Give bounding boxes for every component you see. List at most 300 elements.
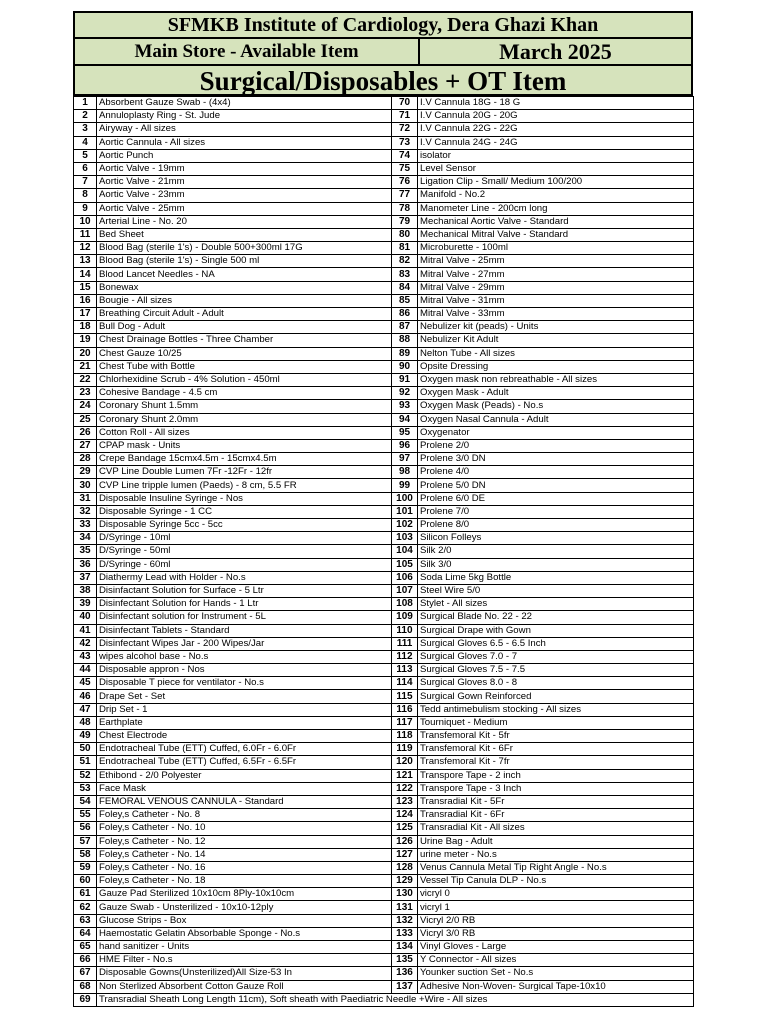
item-number: 54 xyxy=(74,795,97,808)
item-number: 59 xyxy=(74,861,97,874)
table-row xyxy=(74,584,694,597)
item-number: 41 xyxy=(74,624,97,637)
item-name: Silk 3/0 xyxy=(418,558,694,571)
item-number: 87 xyxy=(392,321,418,334)
item-name: Mitral Valve - 29mm xyxy=(418,281,694,294)
item-number: 13 xyxy=(74,255,97,268)
item-number: 17 xyxy=(74,308,97,321)
item-name: Prolene 8/0 xyxy=(418,519,694,532)
item-number: 75 xyxy=(392,162,418,175)
item-name: Aortic Valve - 19mm xyxy=(97,162,392,175)
month-label: March 2025 xyxy=(499,39,612,64)
item-name: Transradial Kit - 6Fr xyxy=(418,809,694,822)
item-name: Adhesive Non-Woven- Surgical Tape-10x10 xyxy=(418,980,694,993)
table-row xyxy=(74,835,694,848)
item-number: 133 xyxy=(392,927,418,940)
table-row xyxy=(74,97,694,110)
table-row xyxy=(74,954,694,967)
item-number: 18 xyxy=(74,321,97,334)
item-name: CVP Line Double Lumen 7Fr -12Fr - 12fr xyxy=(97,466,392,479)
table-row xyxy=(74,123,694,136)
item-name: Ethibond - 2/0 Polyester xyxy=(97,769,392,782)
table-row xyxy=(74,466,694,479)
item-number: 52 xyxy=(74,769,97,782)
item-name: Foley,s Catheter - No. 10 xyxy=(97,822,392,835)
item-name: isolator xyxy=(418,149,694,162)
item-name: Disinfactant Solution for Surface - 5 Ltr xyxy=(97,584,392,597)
item-name: Y Connector - All sizes xyxy=(418,954,694,967)
item-name: Nebulizer kit (peads) - Units xyxy=(418,321,694,334)
item-number: 35 xyxy=(74,545,97,558)
item-name: urine meter - No.s xyxy=(418,848,694,861)
item-number: 10 xyxy=(74,215,97,228)
item-name: Coronary Shunt 1.5mm xyxy=(97,400,392,413)
item-number: 112 xyxy=(392,650,418,663)
item-number: 62 xyxy=(74,901,97,914)
item-number: 102 xyxy=(392,519,418,532)
item-number: 111 xyxy=(392,637,418,650)
table-row xyxy=(74,519,694,532)
item-number: 124 xyxy=(392,809,418,822)
item-number: 113 xyxy=(392,664,418,677)
item-number: 84 xyxy=(392,281,418,294)
item-name: Transfemoral Kit - 6Fr xyxy=(418,743,694,756)
table-row xyxy=(74,281,694,294)
item-number: 63 xyxy=(74,914,97,927)
item-name: I.V Cannula 18G - 18 G xyxy=(418,97,694,110)
table-row xyxy=(74,387,694,400)
item-number: 53 xyxy=(74,782,97,795)
table-row xyxy=(74,967,694,980)
table-row xyxy=(74,664,694,677)
item-name: Chest Gauze 10/25 xyxy=(97,347,392,360)
item-number: 70 xyxy=(392,97,418,110)
item-number: 15 xyxy=(74,281,97,294)
item-name: Arterial Line - No. 20 xyxy=(97,215,392,228)
item-number: 68 xyxy=(74,980,97,993)
item-number: 21 xyxy=(74,360,97,373)
item-number: 22 xyxy=(74,373,97,386)
item-number: 95 xyxy=(392,426,418,439)
item-name: Foley,s Catheter - No. 8 xyxy=(97,809,392,822)
item-number: 27 xyxy=(74,439,97,452)
item-name: Drip Set - 1 xyxy=(97,703,392,716)
item-number: 131 xyxy=(392,901,418,914)
item-name: Aortic Valve - 25mm xyxy=(97,202,392,215)
item-number: 11 xyxy=(74,228,97,241)
item-number: 103 xyxy=(392,532,418,545)
item-name: Younker suction Set - No.s xyxy=(418,967,694,980)
item-number: 43 xyxy=(74,650,97,663)
item-number: 108 xyxy=(392,598,418,611)
item-name: Steel Wire 5/0 xyxy=(418,584,694,597)
item-name: Bull Dog - Adult xyxy=(97,321,392,334)
item-name: Venus Cannula Metal Tip Right Angle - No.s xyxy=(418,861,694,874)
item-name: Chest Tube with Bottle xyxy=(97,360,392,373)
item-number: 125 xyxy=(392,822,418,835)
item-number: 79 xyxy=(392,215,418,228)
table-row xyxy=(74,941,694,954)
table-row xyxy=(74,321,694,334)
item-number: 117 xyxy=(392,716,418,729)
item-name: Crepe Bandage 15cmx4.5m - 15cmx4.5m xyxy=(97,453,392,466)
table-row xyxy=(74,861,694,874)
item-number: 50 xyxy=(74,743,97,756)
table-row xyxy=(74,624,694,637)
table-row xyxy=(74,242,694,255)
item-name: Nelton Tube - All sizes xyxy=(418,347,694,360)
table-row xyxy=(74,162,694,175)
item-number: 61 xyxy=(74,888,97,901)
item-name: Opsite Dressing xyxy=(418,360,694,373)
item-number: 115 xyxy=(392,690,418,703)
item-name: Transradial Kit - All sizes xyxy=(418,822,694,835)
item-number: 88 xyxy=(392,334,418,347)
table-row xyxy=(74,215,694,228)
table-row xyxy=(74,334,694,347)
item-number: 120 xyxy=(392,756,418,769)
item-number: 104 xyxy=(392,545,418,558)
item-number: 34 xyxy=(74,532,97,545)
item-name: Transradial Kit - 5Fr xyxy=(418,795,694,808)
item-number: 5 xyxy=(74,149,97,162)
item-name: Vessel Tip Canula DLP - No.s xyxy=(418,875,694,888)
item-number: 73 xyxy=(392,136,418,149)
item-name: Absorbent Gauze Swab - (4x4) xyxy=(97,97,392,110)
item-name: Chest Electrode xyxy=(97,730,392,743)
item-number: 99 xyxy=(392,479,418,492)
item-number: 123 xyxy=(392,795,418,808)
item-number: 24 xyxy=(74,400,97,413)
table-row xyxy=(74,743,694,756)
item-number: 130 xyxy=(392,888,418,901)
item-number: 23 xyxy=(74,387,97,400)
item-name: Surgical Gloves 6.5 - 6.5 Inch xyxy=(418,637,694,650)
item-name: Disinfectant Wipes Jar - 200 Wipes/Jar xyxy=(97,637,392,650)
item-number: 48 xyxy=(74,716,97,729)
item-number: 42 xyxy=(74,637,97,650)
item-name: Mechanical Mitral Valve - Standard xyxy=(418,228,694,241)
item-number: 114 xyxy=(392,677,418,690)
item-name: Silk 2/0 xyxy=(418,545,694,558)
item-name: Disinfectant Solution for Hands - 1 Ltr xyxy=(97,598,392,611)
table-row xyxy=(74,439,694,452)
item-name: hand sanitizer - Units xyxy=(97,941,392,954)
item-number: 136 xyxy=(392,967,418,980)
inventory-sheet xyxy=(73,11,693,1007)
item-number: 119 xyxy=(392,743,418,756)
item-number: 1 xyxy=(74,97,97,110)
item-name: Transfemoral Kit - 5fr xyxy=(418,730,694,743)
table-row xyxy=(74,347,694,360)
table-row xyxy=(74,360,694,373)
item-number: 9 xyxy=(74,202,97,215)
table-row xyxy=(74,809,694,822)
table-row xyxy=(74,558,694,571)
table-row xyxy=(74,716,694,729)
item-name: Annuloplasty Ring - St. Jude xyxy=(97,110,392,123)
item-number: 49 xyxy=(74,730,97,743)
item-name: Soda Lime 5kg Bottle xyxy=(418,571,694,584)
item-name: I.V Cannula 22G - 22G xyxy=(418,123,694,136)
item-name: I.V Cannula 20G - 20G xyxy=(418,110,694,123)
item-number: 100 xyxy=(392,492,418,505)
table-row xyxy=(74,505,694,518)
item-name: Surgical Blade No. 22 - 22 xyxy=(418,611,694,624)
item-name: Glucose Strips - Box xyxy=(97,914,392,927)
item-number: 36 xyxy=(74,558,97,571)
item-name: Vicryl 2/0 RB xyxy=(418,914,694,927)
institute-title: SFMKB Institute of Cardiology, Dera Ghazi Khan xyxy=(73,11,693,37)
item-name: Manifold - No.2 xyxy=(418,189,694,202)
item-name: Ligation Clip - Small/ Medium 100/200 xyxy=(418,176,694,189)
item-number: 38 xyxy=(74,584,97,597)
item-name: Disposable appron - Nos xyxy=(97,664,392,677)
item-name: Oxygen Nasal Cannula - Adult xyxy=(418,413,694,426)
item-name: Mechanical Aortic Valve - Standard xyxy=(418,215,694,228)
item-name: Disinfectant solution for Instrument - 5L xyxy=(97,611,392,624)
item-number: 58 xyxy=(74,848,97,861)
table-row xyxy=(74,426,694,439)
item-name: Prolene 3/0 DN xyxy=(418,453,694,466)
item-number: 129 xyxy=(392,875,418,888)
item-name: Oxygenator xyxy=(418,426,694,439)
item-name: Transfemoral Kit - 7fr xyxy=(418,756,694,769)
item-name: Disinfectant Tablets - Standard xyxy=(97,624,392,637)
item-number: 4 xyxy=(74,136,97,149)
item-number: 106 xyxy=(392,571,418,584)
table-row xyxy=(74,110,694,123)
item-name: Disposable Syringe 5cc - 5cc xyxy=(97,519,392,532)
item-number: 51 xyxy=(74,756,97,769)
item-name: Blood Bag (sterile 1's) - Single 500 ml xyxy=(97,255,392,268)
table-row xyxy=(74,914,694,927)
item-number: 55 xyxy=(74,809,97,822)
item-number: 89 xyxy=(392,347,418,360)
item-name: Disposable Insuline Syringe - Nos xyxy=(97,492,392,505)
item-number: 7 xyxy=(74,176,97,189)
item-name: Manometer Line - 200cm long xyxy=(418,202,694,215)
item-name: Level Sensor xyxy=(418,162,694,175)
item-number: 46 xyxy=(74,690,97,703)
table-row xyxy=(74,400,694,413)
table-row xyxy=(74,980,694,993)
item-number: 19 xyxy=(74,334,97,347)
item-name: Aortic Punch xyxy=(97,149,392,162)
item-number: 6 xyxy=(74,162,97,175)
item-number: 71 xyxy=(392,110,418,123)
item-name: Blood Bag (sterile 1's) - Double 500+300ml 17G xyxy=(97,242,392,255)
item-number: 16 xyxy=(74,294,97,307)
item-number: 128 xyxy=(392,861,418,874)
item-number: 82 xyxy=(392,255,418,268)
item-number: 2 xyxy=(74,110,97,123)
item-name: D/Syringe - 60ml xyxy=(97,558,392,571)
table-row xyxy=(74,730,694,743)
item-number: 40 xyxy=(74,611,97,624)
table-row xyxy=(74,795,694,808)
item-name: Surgical Gown Reinforced xyxy=(418,690,694,703)
item-number: 93 xyxy=(392,400,418,413)
table-row xyxy=(74,822,694,835)
item-number: 47 xyxy=(74,703,97,716)
item-name: Aortic Valve - 23mm xyxy=(97,189,392,202)
item-number: 126 xyxy=(392,835,418,848)
item-name: Disposable Syringe - 1 CC xyxy=(97,505,392,518)
item-name: Prolene 5/0 DN xyxy=(418,479,694,492)
item-number: 94 xyxy=(392,413,418,426)
table-row xyxy=(74,268,694,281)
table-row xyxy=(74,189,694,202)
item-name: Urine Bag - Adult xyxy=(418,835,694,848)
item-name: Oxygen mask non rebreathable - All sizes xyxy=(418,373,694,386)
item-name: I.V Cannula 24G - 24G xyxy=(418,136,694,149)
item-number: 80 xyxy=(392,228,418,241)
item-name: Cohesive Bandage - 4.5 cm xyxy=(97,387,392,400)
table-row xyxy=(74,993,694,1006)
item-name: Mitral Valve - 33mm xyxy=(418,308,694,321)
item-name: Tourniquet - Medium xyxy=(418,716,694,729)
item-number: 57 xyxy=(74,835,97,848)
item-number: 78 xyxy=(392,202,418,215)
item-name: Prolene 7/0 xyxy=(418,505,694,518)
item-name: vicryl 0 xyxy=(418,888,694,901)
table-row xyxy=(74,769,694,782)
item-name: Breathing Circuit Adult - Adult xyxy=(97,308,392,321)
item-name: Airyway - All sizes xyxy=(97,123,392,136)
table-row xyxy=(74,690,694,703)
item-name: Endotracheal Tube (ETT) Cuffed, 6.0Fr - 6.0Fr xyxy=(97,743,392,756)
item-number: 67 xyxy=(74,967,97,980)
item-number: 72 xyxy=(392,123,418,136)
item-number: 77 xyxy=(392,189,418,202)
item-name: Aortic Cannula - All sizes xyxy=(97,136,392,149)
item-number: 122 xyxy=(392,782,418,795)
item-name: D/Syringe - 10ml xyxy=(97,532,392,545)
item-number: 25 xyxy=(74,413,97,426)
table-row xyxy=(74,637,694,650)
item-name: Bed Sheet xyxy=(97,228,392,241)
item-name: vicryl 1 xyxy=(418,901,694,914)
item-name: wipes alcohol base - No.s xyxy=(97,650,392,663)
item-number: 56 xyxy=(74,822,97,835)
item-number: 30 xyxy=(74,479,97,492)
item-number: 85 xyxy=(392,294,418,307)
table-row xyxy=(74,571,694,584)
item-number: 90 xyxy=(392,360,418,373)
item-name: Prolene 4/0 xyxy=(418,466,694,479)
item-name: Face Mask xyxy=(97,782,392,795)
category-title: Surgical/Disposables + OT Item xyxy=(73,64,693,96)
item-name: Chlorhexidine Scrub - 4% Solution - 450ml xyxy=(97,373,392,386)
item-number: 66 xyxy=(74,954,97,967)
items-table xyxy=(73,96,694,1007)
item-number: 45 xyxy=(74,677,97,690)
item-number: 83 xyxy=(392,268,418,281)
item-name: Aortic Valve - 21mm xyxy=(97,176,392,189)
table-row xyxy=(74,703,694,716)
item-name: Chest Drainage Bottles - Three Chamber xyxy=(97,334,392,347)
item-name: Transpore Tape - 3 Inch xyxy=(418,782,694,795)
item-name: Endotracheal Tube (ETT) Cuffed, 6.5Fr - 6.5Fr xyxy=(97,756,392,769)
item-name: Foley,s Catheter - No. 14 xyxy=(97,848,392,861)
item-number: 118 xyxy=(392,730,418,743)
item-number: 37 xyxy=(74,571,97,584)
item-name: Mitral Valve - 31mm xyxy=(418,294,694,307)
table-row xyxy=(74,782,694,795)
item-number: 132 xyxy=(392,914,418,927)
item-name: Vicryl 3/0 RB xyxy=(418,927,694,940)
item-name: Oxygen Mask - Adult xyxy=(418,387,694,400)
item-number: 26 xyxy=(74,426,97,439)
table-row xyxy=(74,756,694,769)
item-name: Coronary Shunt 2.0mm xyxy=(97,413,392,426)
item-name: Foley,s Catheter - No. 18 xyxy=(97,875,392,888)
item-number: 107 xyxy=(392,584,418,597)
item-name: Silicon Folleys xyxy=(418,532,694,545)
item-number: 33 xyxy=(74,519,97,532)
item-name: Bougie - All sizes xyxy=(97,294,392,307)
item-name: Gauze Swab - Unsterilized - 10x10-12ply xyxy=(97,901,392,914)
item-number: 96 xyxy=(392,439,418,452)
table-row xyxy=(74,611,694,624)
item-number: 12 xyxy=(74,242,97,255)
item-name: Blood Lancet Needles - NA xyxy=(97,268,392,281)
table-row xyxy=(74,848,694,861)
item-name: Mitral Valve - 27mm xyxy=(418,268,694,281)
item-number: 44 xyxy=(74,664,97,677)
item-number: 81 xyxy=(392,242,418,255)
store-label: Main Store - Available Item xyxy=(75,39,420,64)
item-number: 121 xyxy=(392,769,418,782)
item-number: 76 xyxy=(392,176,418,189)
item-number: 65 xyxy=(74,941,97,954)
table-row xyxy=(74,453,694,466)
table-row xyxy=(74,149,694,162)
table-row xyxy=(74,532,694,545)
item-name: Surgical Gloves 8.0 - 8 xyxy=(418,677,694,690)
item-name: Tedd antimebulism stocking - All sizes xyxy=(418,703,694,716)
table-row xyxy=(74,202,694,215)
item-name: FEMORAL VENOUS CANNULA - Standard xyxy=(97,795,392,808)
item-name: Surgical Gloves 7.0 - 7 xyxy=(418,650,694,663)
table-row xyxy=(74,888,694,901)
item-name: Oxygen Mask (Peads) - No.s xyxy=(418,400,694,413)
table-row xyxy=(74,136,694,149)
table-row xyxy=(74,308,694,321)
item-number: 134 xyxy=(392,941,418,954)
item-number: 127 xyxy=(392,848,418,861)
item-number: 74 xyxy=(392,149,418,162)
item-name: Surgical Drape with Gown xyxy=(418,624,694,637)
table-row xyxy=(74,492,694,505)
item-number: 29 xyxy=(74,466,97,479)
item-name: Prolene 2/0 xyxy=(418,439,694,452)
table-row xyxy=(74,650,694,663)
table-row xyxy=(74,875,694,888)
item-name: Disposable T piece for ventilator - No.s xyxy=(97,677,392,690)
item-number: 110 xyxy=(392,624,418,637)
item-name: Diathermy Lead with Holder - No.s xyxy=(97,571,392,584)
item-name: D/Syringe - 50ml xyxy=(97,545,392,558)
item-name: Microburette - 100ml xyxy=(418,242,694,255)
item-number: 32 xyxy=(74,505,97,518)
item-number: 3 xyxy=(74,123,97,136)
item-number: 116 xyxy=(392,703,418,716)
table-row xyxy=(74,176,694,189)
table-row xyxy=(74,677,694,690)
item-number: 64 xyxy=(74,927,97,940)
